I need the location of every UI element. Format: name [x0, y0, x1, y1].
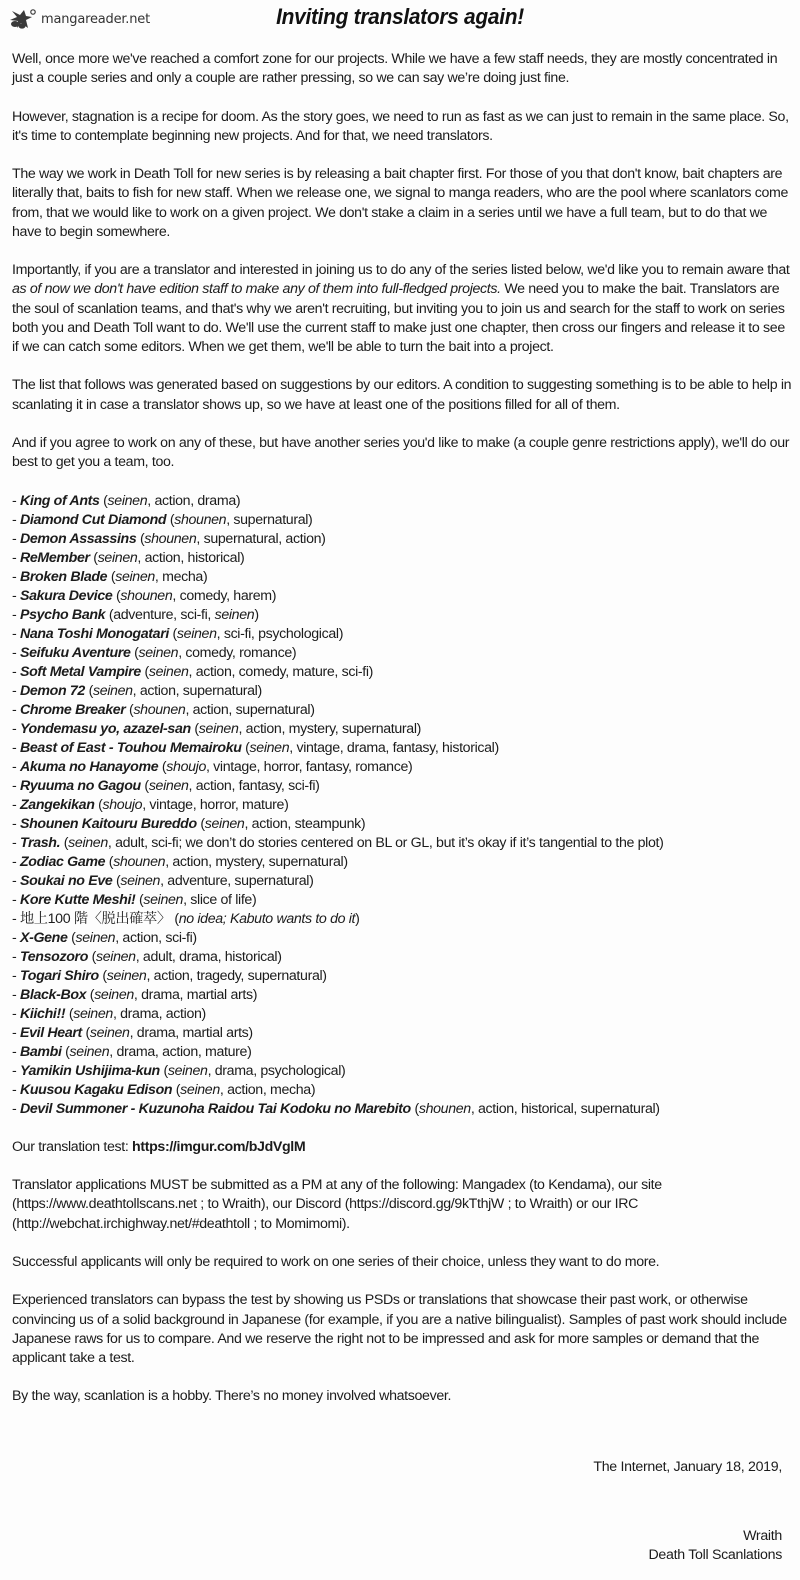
series-title: Nana Toshi Monogatari	[19, 625, 169, 642]
series-demographic: seinen	[120, 872, 161, 889]
series-item: - Chrome Breaker (shounen, action, supernatural)	[12, 701, 315, 718]
paragraph-experienced: Experienced translators can bypass the test by showing us PSDs or translations that showcase their past work, or otherwise convincing us of a solid background in Japanese (for example, if you are a native bilingualist). Samples of past work should include Japanese raws for us to compare. And we reserve the right not to be impressed and ask for more samples or demand that the applicant take a test.	[12, 1292, 787, 1366]
series-item: - King of Ants (seinen, action, drama)	[12, 492, 241, 509]
series-demographic: seinen	[204, 815, 245, 832]
series-title: ReMember	[19, 549, 90, 566]
series-title: King of Ants	[19, 492, 100, 509]
series-item: - Shounen Kaitouru Bureddo (seinen, action, steampunk)	[12, 815, 366, 832]
series-title: Zangekikan	[19, 796, 95, 813]
series-item: - Ryuuma no Gagou (seinen, action, fantasy, sci-fi)	[12, 777, 320, 794]
series-title: Kiichi!!	[19, 1005, 66, 1022]
series-demographic: seinen	[68, 834, 108, 851]
series-demographic: seinen	[176, 625, 217, 642]
article-body	[12, 50, 792, 1426]
series-title: Demon Assassins	[19, 530, 137, 547]
series-genres: , supernatural, action)	[196, 530, 326, 547]
series-genres: , action, drama)	[147, 492, 241, 509]
series-demographic: seinen	[143, 891, 184, 908]
series-item: - Kore Kutte Meshi! (seinen, slice of life)	[12, 891, 257, 908]
series-title: Togari Shiro	[19, 967, 99, 984]
series-genres: , action, historical, supernatural)	[470, 1100, 660, 1117]
signature-group: Death Toll Scanlations	[648, 1547, 782, 1564]
signature-block	[648, 1527, 782, 1565]
paragraph-stagnation: However, stagnation is a recipe for doom. As the story goes, we need to run as fast as we can just to remain in the same place. So, it's time to contemplate beginning new projects. And for that, we need translators.	[12, 108, 789, 144]
series-title: Trash.	[19, 834, 61, 851]
series-genres: , sci-fi, psychological)	[216, 625, 344, 642]
series-genres: , drama, psychological)	[207, 1062, 346, 1079]
series-demographic: seinen	[198, 720, 239, 737]
series-title: Sakura Device	[19, 587, 113, 604]
series-title: Chrome Breaker	[19, 701, 126, 718]
series-title: Kuusou Kagaku Edison	[19, 1081, 173, 1098]
series-item: - Black-Box (seinen, drama, martial arts)	[12, 986, 258, 1003]
series-item: - Nana Toshi Monogatari (seinen, sci-fi, psychological)	[12, 625, 344, 642]
series-item: - Yondemasu yo, azazel-san (seinen, action, mystery, supernatural)	[12, 720, 422, 737]
series-genres: , drama, martial arts)	[129, 1024, 253, 1041]
series-genres: , mecha)	[154, 568, 208, 585]
series-demographic: seinen	[73, 1005, 113, 1022]
series-item: - Zodiac Game (shounen, action, mystery, supernatural)	[12, 853, 348, 870]
series-demographic: seinen	[107, 492, 148, 509]
paragraph-importantly	[12, 261, 792, 357]
series-genres: , slice of life)	[183, 891, 257, 908]
series-item: - Akuma no Hanayome (shoujo, vintage, horror, fantasy, romance)	[12, 758, 413, 775]
series-demographic: seinen	[75, 929, 116, 946]
series-item: - Demon Assassins (shounen, supernatural, action)	[12, 530, 326, 547]
paragraph-list-intro: The list that follows was generated based on suggestions by our editors. A condition to suggesting something is to be able to help in scanlating it in case a translator shows up, so we have at least one of the positions filled for all of them.	[12, 377, 792, 413]
series-item: - Tensozoro (seinen, adult, drama, historical)	[12, 948, 282, 965]
series-genres: , drama, action)	[112, 1005, 206, 1022]
series-genres: , action, steampunk)	[244, 815, 366, 832]
series-genres: , action, comedy, mature, sci-fi)	[188, 663, 374, 680]
series-demographic: shounen	[113, 853, 166, 870]
series-item: - Yamikin Ushijima-kun (seinen, drama, psychological)	[12, 1062, 346, 1079]
series-genres: , action, mystery, supernatural)	[238, 720, 422, 737]
series-demographic: seinen	[148, 777, 189, 794]
series-demographic: shounen	[133, 701, 186, 718]
series-item: - Kuusou Kagaku Edison (seinen, action, mecha)	[12, 1081, 316, 1098]
series-demographic: seinen	[214, 606, 255, 623]
text: We need you to make the bait. Translators are the soul of scanlation teams, and that's why we aren't recruiting, but inviting you to join us and search for the staff to work on series both you and Death Toll want to do. We'll use the current staff to make just one chapter, then cross our fingers and release it to see if we can catch some editors. When we get them, we'll be able to turn the bait into a project.	[12, 281, 785, 355]
series-title: Kore Kutte Meshi!	[19, 891, 136, 908]
series-title: 地上100 階〈脱出確萃〉	[19, 910, 171, 927]
series-genres: , comedy, harem)	[172, 587, 277, 604]
series-item: - Seifuku Aventure (seinen, comedy, romance)	[12, 644, 297, 661]
paragraph-applications: Translator applications MUST be submitted as a PM at any of the following: Mangadex (to Kendama), our site (https://www.deathtollscans.net ; to Wraith), our Discord (https://discord.gg/9kTthjW ; to Wraith) or our IRC (http://webchat.irchighway.net/#deathtoll ; to Momimomi).	[12, 1177, 662, 1232]
series-genres: , supernatural)	[226, 511, 313, 528]
series-genres: , comedy, romance)	[178, 644, 297, 661]
series-genres: , action, fantasy, sci-fi)	[188, 777, 320, 794]
series-title: Broken Blade	[19, 568, 108, 585]
series-demographic: shounen	[174, 511, 227, 528]
signature-author: Wraith	[743, 1528, 782, 1544]
series-demographic: seinen	[92, 682, 133, 699]
series-title: Yondemasu yo, azazel-san	[19, 720, 191, 737]
series-item: - ReMember (seinen, action, historical)	[12, 549, 245, 566]
series-title: Seifuku Aventure	[19, 644, 131, 661]
text: Importantly, if you are a translator and interested in joining us to do any of the series listed below, we'd like you to remain aware that	[12, 262, 790, 279]
paragraph-bait-chapters: The way we work in Death Toll for new series is by releasing a bait chapter first. For those of you that don't know, bait chapters are literally that, baits to fish for new staff. When we release one, we signal to manga readers, who are the pool where scanlators come from, that we would like to work on a given project. We don't stake a claim in a series until we have a full team, but to do that we have to begin somewhere.	[12, 166, 789, 240]
series-item: - Kiichi!! (seinen, drama, action)	[12, 1005, 206, 1022]
series-demographic: seinen	[89, 1024, 130, 1041]
series-demographic: shoujo	[166, 758, 206, 775]
series-title: X-Gene	[19, 929, 68, 946]
series-demographic: seinen	[148, 663, 189, 680]
series-demographic: seinen	[106, 967, 147, 984]
series-item: - Trash. (seinen, adult, sci-fi; we don’t do stories centered on BL or GL, but it’s okay if it’s tangential to the plot)	[12, 834, 664, 851]
emphasis-text: as of now we don't have edition staff to make any of them into full-fledged projects.	[12, 281, 501, 298]
series-genres: , action, supernatural)	[185, 701, 315, 718]
series-demographic: shounen	[120, 587, 173, 604]
translation-test-line	[12, 1138, 792, 1157]
series-item: - Zangekikan (shoujo, vintage, horror, mature)	[12, 796, 289, 813]
series-title: Diamond Cut Diamond	[19, 511, 167, 528]
series-title: Soft Metal Vampire	[19, 663, 141, 680]
series-title: Black-Box	[19, 986, 87, 1003]
series-genres: , vintage, horror, fantasy, romance)	[206, 758, 413, 775]
series-demographic: seinen	[94, 986, 134, 1003]
series-title: Soukai no Eve	[19, 872, 113, 889]
series-title: Bambi	[19, 1043, 62, 1060]
series-genres: , vintage, horror, mature)	[142, 796, 289, 813]
series-demographic: seinen	[167, 1062, 208, 1079]
series-genres: , action, sci-fi)	[115, 929, 197, 946]
series-genres: , adult, drama, historical)	[135, 948, 282, 965]
series-item: - Togari Shiro (seinen, action, tragedy, supernatural)	[12, 967, 327, 984]
series-demographic: shoujo	[102, 796, 143, 813]
series-title: Psycho Bank	[19, 606, 106, 623]
paragraph-other-series: And if you agree to work on any of these, but have another series you'd like to make (a couple genre restrictions apply), we'll do our best to get you a team, too.	[12, 434, 790, 471]
series-item: - Devil Summoner - Kuzunoha Raidou Tai Kodoku no Marebito (shounen, action, historical, supernatural)	[12, 1100, 660, 1117]
series-demographic: seinen	[96, 948, 136, 965]
signature-date: The Internet, January 18, 2019,	[593, 1459, 782, 1475]
series-item: - Broken Blade (seinen, mecha)	[12, 568, 208, 585]
series-demographic: shounen	[418, 1100, 471, 1117]
series-genres: )	[355, 910, 360, 927]
series-demographic: seinen	[180, 1081, 220, 1098]
series-genres: , action, historical)	[137, 549, 245, 566]
series-item: - Beast of East - Touhou Memairoku (seinen, vintage, drama, fantasy, historical)	[12, 739, 499, 756]
series-genres: , drama, action, mature)	[109, 1043, 252, 1060]
series-item: - Soukai no Eve (seinen, adventure, supernatural)	[12, 872, 314, 889]
series-title: Devil Summoner - Kuzunoha Raidou Tai Kodoku no Marebito	[19, 1100, 411, 1117]
series-item: - Psycho Bank (adventure, sci-fi, seinen)	[12, 606, 259, 623]
series-genres: )	[254, 606, 259, 623]
series-title: Evil Heart	[19, 1024, 82, 1041]
series-item: - Soft Metal Vampire (seinen, action, comedy, mature, sci-fi)	[12, 663, 374, 680]
series-genres: , action, mecha)	[219, 1081, 316, 1098]
series-demographic: seinen	[97, 549, 138, 566]
series-title: Demon 72	[19, 682, 85, 699]
series-genres: adventure, sci-fi,	[113, 606, 215, 623]
series-item: - Diamond Cut Diamond (shounen, supernatural)	[12, 511, 313, 528]
translation-test-link[interactable]: https://imgur.com/bJdVglM	[132, 1138, 306, 1155]
series-item: - X-Gene (seinen, action, sci-fi)	[12, 929, 197, 946]
series-demographic: seinen	[115, 568, 155, 585]
series-title: Akuma no Hanayome	[19, 758, 159, 775]
page-title: Inviting translators again!	[276, 4, 524, 29]
series-title: Yamikin Ushijima-kun	[19, 1062, 160, 1079]
series-genres: , action, mystery, supernatural)	[165, 853, 348, 870]
series-title: Ryuuma no Gagou	[19, 777, 141, 794]
series-demographic: seinen	[138, 644, 179, 661]
series-demographic: seinen	[249, 739, 290, 756]
series-genres: , vintage, drama, fantasy, historical)	[289, 739, 499, 756]
series-item: - Sakura Device (shounen, comedy, harem)	[12, 587, 277, 604]
series-title: Zodiac Game	[19, 853, 106, 870]
series-genres: , adult, sci-fi; we don’t do stories centered on BL or GL, but it’s okay if it’s tangential to the plot)	[107, 834, 664, 851]
series-genres: , action, supernatural)	[132, 682, 262, 699]
series-demographic: seinen	[69, 1043, 110, 1060]
series-demographic: shounen	[144, 530, 197, 547]
series-item: - 地上100 階〈脱出確萃〉 (no idea; Kabuto wants to do it)	[12, 910, 360, 927]
paragraph-hobby: By the way, scanlation is a hobby. There’s no money involved whatsoever.	[12, 1388, 452, 1405]
series-item: - Evil Heart (seinen, drama, martial arts)	[12, 1024, 253, 1041]
test-label: Our translation test:	[12, 1138, 133, 1155]
series-genres: , adventure, supernatural)	[160, 872, 314, 889]
series-title: Beast of East - Touhou Memairoku	[19, 739, 242, 756]
logo-text: mangareader.net	[41, 11, 150, 27]
series-demographic: no idea; Kabuto wants to do it	[178, 910, 356, 927]
series-item: - Bambi (seinen, drama, action, mature)	[12, 1043, 252, 1060]
paragraph-successful: Successful applicants will only be required to work on one series of their choice, unless they want to do more.	[12, 1253, 660, 1270]
series-item: - Demon 72 (seinen, action, supernatural)	[12, 682, 262, 699]
series-genres: , drama, martial arts)	[133, 986, 258, 1003]
series-title: Tensozoro	[19, 948, 89, 965]
series-title: Shounen Kaitouru Bureddo	[19, 815, 197, 832]
paragraph-intro: Well, once more we've reached a comfort zone for our projects. While we have a few staff needs, they are mostly concentrated in just a couple series and only a couple are rather pressing, so we can say we’re doing just fine.	[12, 51, 778, 87]
series-genres: , action, tragedy, supernatural)	[146, 967, 327, 984]
series-list	[12, 492, 792, 1119]
